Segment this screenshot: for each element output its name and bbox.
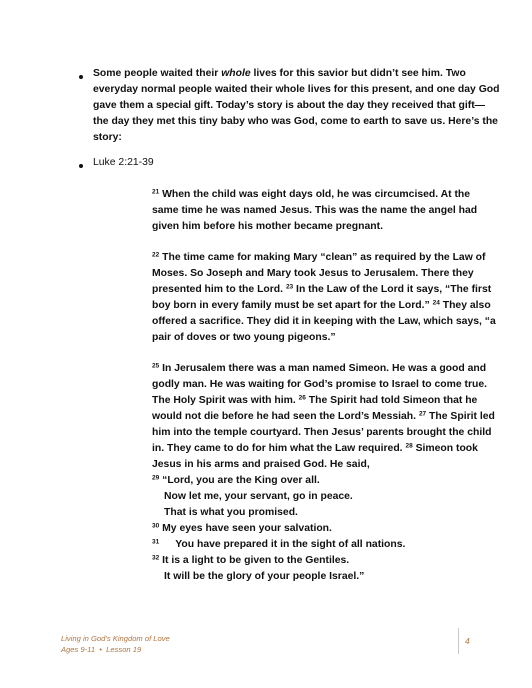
poem-line: That is what you promised. — [164, 507, 298, 518]
footer-divider — [458, 628, 459, 654]
verse-text: It is a light to be given to the Gentiles. — [159, 555, 350, 566]
scripture-paragraph — [152, 361, 498, 473]
verse-number: 28 — [405, 442, 413, 450]
page-footer — [61, 633, 170, 655]
verse-text: The Spirit had told Simeon that he would not die before he had seen the Lord’s Messiah. — [152, 395, 478, 422]
intro-text-line1: lives for this savior but didn’t see him. Two — [250, 68, 466, 79]
verse-number: 23 — [285, 283, 294, 291]
page-number: 4 — [465, 636, 470, 646]
intro-text-line5: story: — [93, 132, 122, 144]
verse-text: My eyes have seen your salvation. — [159, 523, 332, 534]
bullet-marker — [79, 75, 83, 79]
poem-line — [152, 553, 498, 569]
verse-number: 24 — [432, 299, 440, 307]
song-of-simeon — [152, 473, 498, 585]
curriculum-title: Living in God’s Kingdom of Love — [61, 634, 170, 643]
poem-line — [152, 521, 498, 537]
verse-number: 22 — [152, 251, 160, 259]
verse-number: 30 — [152, 522, 160, 530]
intro-emphasis: whole — [221, 68, 251, 79]
verse-text: When the child was eight days old, he was circumcised. At the same time he was named Jesus. This was the name the angel had given him before his mother became pregnant. — [152, 189, 478, 232]
poem-line — [152, 537, 498, 553]
intro-text-line4: the day they met this tiny baby who was God, come to earth to save us. Here’s the — [93, 116, 498, 128]
poem-line — [152, 473, 498, 489]
verse-number: 32 — [152, 554, 160, 562]
verse-number: 26 — [298, 394, 306, 402]
intro-text-line2: everyday normal people waited their whole lives for this present, and one day God — [93, 84, 500, 96]
verse-number: 21 — [152, 188, 160, 196]
bullet-marker — [79, 164, 83, 168]
verse-text: The Spirit led him into the temple courtyard. Then Jesus’ parents brought the child in. They came to do for him what the Law required. — [152, 411, 495, 454]
verse-text: They also offered a sacrifice. They did it in keeping with the Law, which says, “a pair of doves or two young pigeons.” — [152, 300, 496, 343]
verse-text: Simeon took Jesus in his arms and praised God. He said, — [152, 443, 478, 470]
intro-text-line3: gave them a special gift. Today’s story is about the day they received that gift— — [93, 100, 486, 112]
scripture-paragraph — [152, 250, 498, 346]
verse-text: “Lord, you are the King over all. — [159, 475, 320, 486]
scripture-paragraph — [152, 187, 498, 235]
scripture-passage — [152, 187, 498, 585]
intro-text-start: Some people waited their — [93, 68, 222, 79]
verse-number: 31 — [152, 538, 160, 546]
scripture-reference: Luke 2:21-39 — [93, 157, 154, 168]
verse-number: 25 — [152, 362, 160, 370]
verse-number: 27 — [418, 410, 427, 418]
verse-number: 29 — [152, 474, 160, 482]
verse-text: In the Law of the Lord it says, “The first boy born in every family must be set apart for the Lord.” — [152, 284, 492, 311]
verse-text: In Jerusalem there was a man named Simeon. He was a good and godly man. He was waiting for God’s promise to Israel to come true. The Holy Spirit was with him. — [152, 363, 488, 406]
poem-line: Now let me, your servant, go in peace. — [164, 491, 353, 502]
poem-line: It will be the glory of your people Israel.” — [164, 571, 365, 582]
verse-text: The time came for making Mary “clean” as required by the Law of Moses. So Joseph and Mary took Jesus to Jerusalem. There they presented him to the Lord. — [152, 252, 486, 295]
lesson-info: Ages 9-11 • Lesson 19 — [61, 645, 142, 654]
intro-paragraph — [93, 66, 513, 146]
verse-text: You have prepared it in the sight of all nations. — [175, 539, 406, 550]
